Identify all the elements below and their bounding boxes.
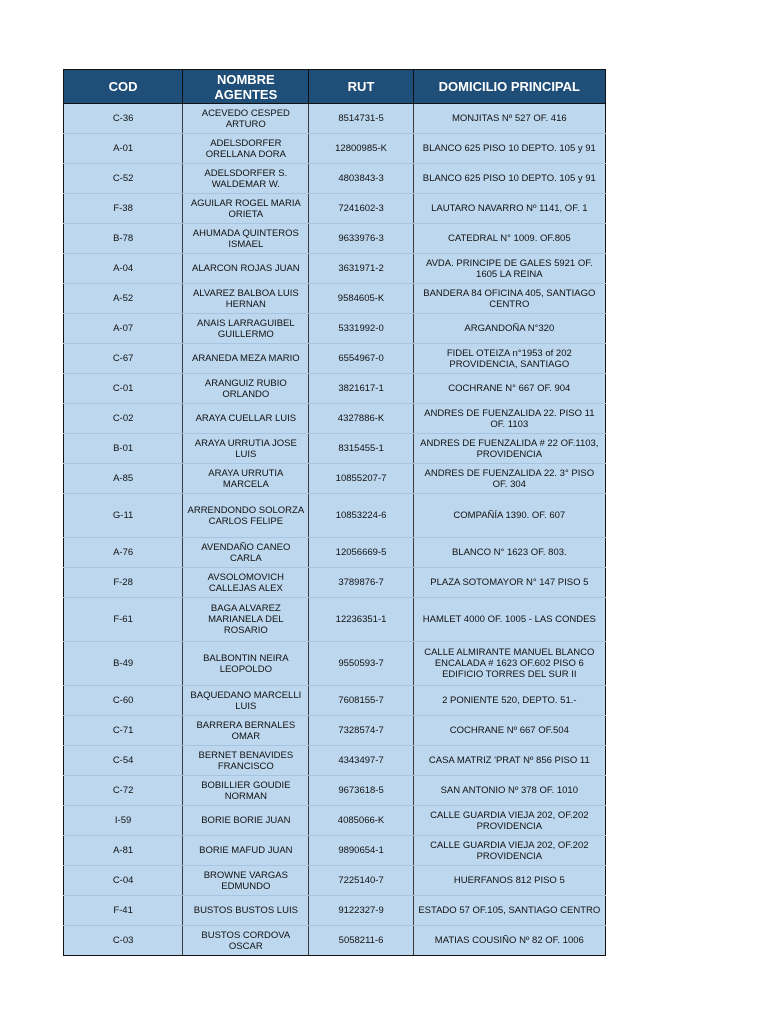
cell-rut: 4343497-7 [309, 746, 413, 776]
table-row [64, 686, 606, 716]
table-row [64, 642, 606, 686]
cell-nombre: BALBONTIN NEIRA LEOPOLDO [183, 642, 309, 686]
cell-cod: C-54 [64, 746, 183, 776]
cell-nombre: BORIE MAFUD JUAN [183, 836, 309, 866]
cell-cod: A-81 [64, 836, 183, 866]
table-body [64, 104, 606, 956]
cell-cod: C-02 [64, 404, 183, 434]
table-row [64, 344, 606, 374]
cell-domicilio: ARGANDOÑA N°320 [413, 314, 605, 344]
cell-cod: C-60 [64, 686, 183, 716]
cell-nombre: BUSTOS BUSTOS LUIS [183, 896, 309, 926]
cell-cod: A-85 [64, 464, 183, 494]
table-row [64, 404, 606, 434]
table-row [64, 926, 606, 956]
table-row [64, 134, 606, 164]
table-row [64, 164, 606, 194]
cell-rut: 4085066-K [309, 806, 413, 836]
cell-rut: 9550593-7 [309, 642, 413, 686]
table-row [64, 538, 606, 568]
table-row [64, 494, 606, 538]
table-row [64, 568, 606, 598]
cell-domicilio: COCHRANE Nº 667 OF.504 [413, 716, 605, 746]
table-row [64, 314, 606, 344]
cell-nombre: BARRERA BERNALES OMAR [183, 716, 309, 746]
cell-rut: 6554967-0 [309, 344, 413, 374]
cell-cod: A-52 [64, 284, 183, 314]
cell-cod: B-01 [64, 434, 183, 464]
header-cod: COD [64, 70, 183, 104]
cell-cod: C-72 [64, 776, 183, 806]
cell-cod: F-61 [64, 598, 183, 642]
cell-domicilio: HAMLET 4000 OF. 1005 - LAS CONDES [413, 598, 605, 642]
table-row [64, 194, 606, 224]
cell-domicilio: COCHRANE N° 667 OF. 904 [413, 374, 605, 404]
cell-rut: 7241602-3 [309, 194, 413, 224]
cell-domicilio: ANDRES DE FUENZALIDA # 22 OF.1103, PROVIDENCIA [413, 434, 605, 464]
cell-nombre: BAGA ALVAREZ MARIANELA DEL ROSARIO [183, 598, 309, 642]
cell-nombre: ALVAREZ BALBOA LUIS HERNAN [183, 284, 309, 314]
cell-nombre: AGUILAR ROGEL MARIA ORIETA [183, 194, 309, 224]
cell-cod: F-28 [64, 568, 183, 598]
cell-nombre: ADELSDORFER S. WALDEMAR W. [183, 164, 309, 194]
cell-rut: 7225140-7 [309, 866, 413, 896]
cell-domicilio: LAUTARO NAVARRO Nº 1141, OF. 1 [413, 194, 605, 224]
cell-nombre: AVENDAÑO CANEO CARLA [183, 538, 309, 568]
cell-rut: 7328574-7 [309, 716, 413, 746]
cell-nombre: AVSOLOMOVICH CALLEJAS ALEX [183, 568, 309, 598]
table-row [64, 374, 606, 404]
cell-rut: 9673618-5 [309, 776, 413, 806]
cell-cod: A-07 [64, 314, 183, 344]
cell-domicilio: CASA MATRIZ 'PRAT Nº 856 PISO 11 [413, 746, 605, 776]
agents-table [63, 69, 606, 956]
cell-rut: 7608155-7 [309, 686, 413, 716]
table-row [64, 434, 606, 464]
cell-cod: B-49 [64, 642, 183, 686]
cell-domicilio: CALLE ALMIRANTE MANUEL BLANCO ENCALADA # 1623 OF.602 PISO 6 EDIFICIO TORRES DEL SUR II [413, 642, 605, 686]
cell-domicilio: MATIAS COUSIÑO Nº 82 OF. 1006 [413, 926, 605, 956]
cell-rut: 4327886-K [309, 404, 413, 434]
cell-cod: A-01 [64, 134, 183, 164]
cell-domicilio: SAN ANTONIO Nº 378 OF. 1010 [413, 776, 605, 806]
table-row [64, 806, 606, 836]
cell-domicilio: ESTADO 57 OF.105, SANTIAGO CENTRO [413, 896, 605, 926]
cell-nombre: ARAYA URRUTIA MARCELA [183, 464, 309, 494]
table-row [64, 284, 606, 314]
cell-domicilio: BLANCO N° 1623 OF. 803. [413, 538, 605, 568]
cell-cod: C-52 [64, 164, 183, 194]
cell-rut: 5331992-0 [309, 314, 413, 344]
cell-domicilio: AVDA. PRINCIPE DE GALES 5921 OF. 1605 LA REINA [413, 254, 605, 284]
cell-rut: 9890654-1 [309, 836, 413, 866]
cell-cod: F-41 [64, 896, 183, 926]
cell-domicilio: BLANCO 625 PISO 10 DEPTO. 105 y 91 [413, 164, 605, 194]
cell-domicilio: HUERFANOS 812 PISO 5 [413, 866, 605, 896]
header-nombre: NOMBRE AGENTES [183, 70, 309, 104]
cell-nombre: ARAYA CUELLAR LUIS [183, 404, 309, 434]
cell-cod: A-76 [64, 538, 183, 568]
cell-rut: 10853224-6 [309, 494, 413, 538]
cell-domicilio: CALLE GUARDIA VIEJA 202, OF.202 PROVIDENCIA [413, 806, 605, 836]
cell-cod: G-11 [64, 494, 183, 538]
cell-nombre: ANAIS LARRAGUIBEL GUILLERMO [183, 314, 309, 344]
cell-rut: 9633976-3 [309, 224, 413, 254]
cell-rut: 12236351-1 [309, 598, 413, 642]
cell-cod: F-38 [64, 194, 183, 224]
cell-nombre: ADELSDORFER ORELLANA DORA [183, 134, 309, 164]
cell-cod: C-71 [64, 716, 183, 746]
cell-cod: B-78 [64, 224, 183, 254]
cell-nombre: AHUMADA QUINTEROS ISMAEL [183, 224, 309, 254]
cell-nombre: BAQUEDANO MARCELLI LUIS [183, 686, 309, 716]
cell-rut: 5058211-6 [309, 926, 413, 956]
cell-domicilio: CALLE GUARDIA VIEJA 202, OF.202 PROVIDENCIA [413, 836, 605, 866]
cell-nombre: ALARCON ROJAS JUAN [183, 254, 309, 284]
cell-domicilio: FIDEL OTEIZA n°1953 of 202 PROVIDENCIA, SANTIAGO [413, 344, 605, 374]
cell-rut: 3789876-7 [309, 568, 413, 598]
cell-nombre: BOBILLIER GOUDIE NORMAN [183, 776, 309, 806]
cell-rut: 10855207-7 [309, 464, 413, 494]
cell-cod: C-01 [64, 374, 183, 404]
cell-rut: 3631971-2 [309, 254, 413, 284]
cell-rut: 4803843-3 [309, 164, 413, 194]
cell-domicilio: 2 PONIENTE 520, DEPTO. 51.- [413, 686, 605, 716]
cell-nombre: BERNET BENAVIDES FRANCISCO [183, 746, 309, 776]
cell-rut: 12800985-K [309, 134, 413, 164]
cell-cod: C-04 [64, 866, 183, 896]
cell-rut: 9584605-K [309, 284, 413, 314]
cell-cod: A-04 [64, 254, 183, 284]
cell-domicilio: PLAZA SOTOMAYOR N° 147 PISO 5 [413, 568, 605, 598]
cell-domicilio: ANDRES DE FUENZALIDA 22. 3° PISO OF. 304 [413, 464, 605, 494]
header-rut: RUT [309, 70, 413, 104]
table-row [64, 716, 606, 746]
table-row [64, 866, 606, 896]
cell-nombre: ARAYA URRUTIA JOSE LUIS [183, 434, 309, 464]
cell-cod: C-36 [64, 104, 183, 134]
table-row [64, 896, 606, 926]
cell-nombre: BORIE BORIE JUAN [183, 806, 309, 836]
cell-rut: 8514731-5 [309, 104, 413, 134]
cell-nombre: BROWNE VARGAS EDMUNDO [183, 866, 309, 896]
cell-rut: 12056669-5 [309, 538, 413, 568]
cell-domicilio: ANDRES DE FUENZALIDA 22. PISO 11 OF. 1103 [413, 404, 605, 434]
cell-cod: C-67 [64, 344, 183, 374]
table-row [64, 224, 606, 254]
cell-nombre: ARRENDONDO SOLORZA CARLOS FELIPE [183, 494, 309, 538]
cell-domicilio: CATEDRAL N° 1009. OF.805 [413, 224, 605, 254]
cell-nombre: ARANGUIZ RUBIO ORLANDO [183, 374, 309, 404]
table-row [64, 104, 606, 134]
header-row [64, 70, 606, 104]
table-row [64, 776, 606, 806]
table-row [64, 836, 606, 866]
cell-rut: 9122327-9 [309, 896, 413, 926]
cell-nombre: ARANEDA MEZA MARIO [183, 344, 309, 374]
cell-nombre: ACEVEDO CESPED ARTURO [183, 104, 309, 134]
table-row [64, 254, 606, 284]
table-row [64, 746, 606, 776]
cell-rut: 3821617-1 [309, 374, 413, 404]
table-row [64, 598, 606, 642]
cell-nombre: BUSTOS CORDOVA OSCAR [183, 926, 309, 956]
cell-domicilio: COMPAÑÍA 1390. OF. 607 [413, 494, 605, 538]
header-domicilio: DOMICILIO PRINCIPAL [413, 70, 605, 104]
cell-domicilio: BLANCO 625 PISO 10 DEPTO. 105 y 91 [413, 134, 605, 164]
cell-domicilio: BANDERA 84 OFICINA 405, SANTIAGO CENTRO [413, 284, 605, 314]
cell-cod: C-03 [64, 926, 183, 956]
cell-cod: I-59 [64, 806, 183, 836]
cell-rut: 8315455-1 [309, 434, 413, 464]
table-row [64, 464, 606, 494]
cell-domicilio: MONJITAS Nº 527 OF. 416 [413, 104, 605, 134]
